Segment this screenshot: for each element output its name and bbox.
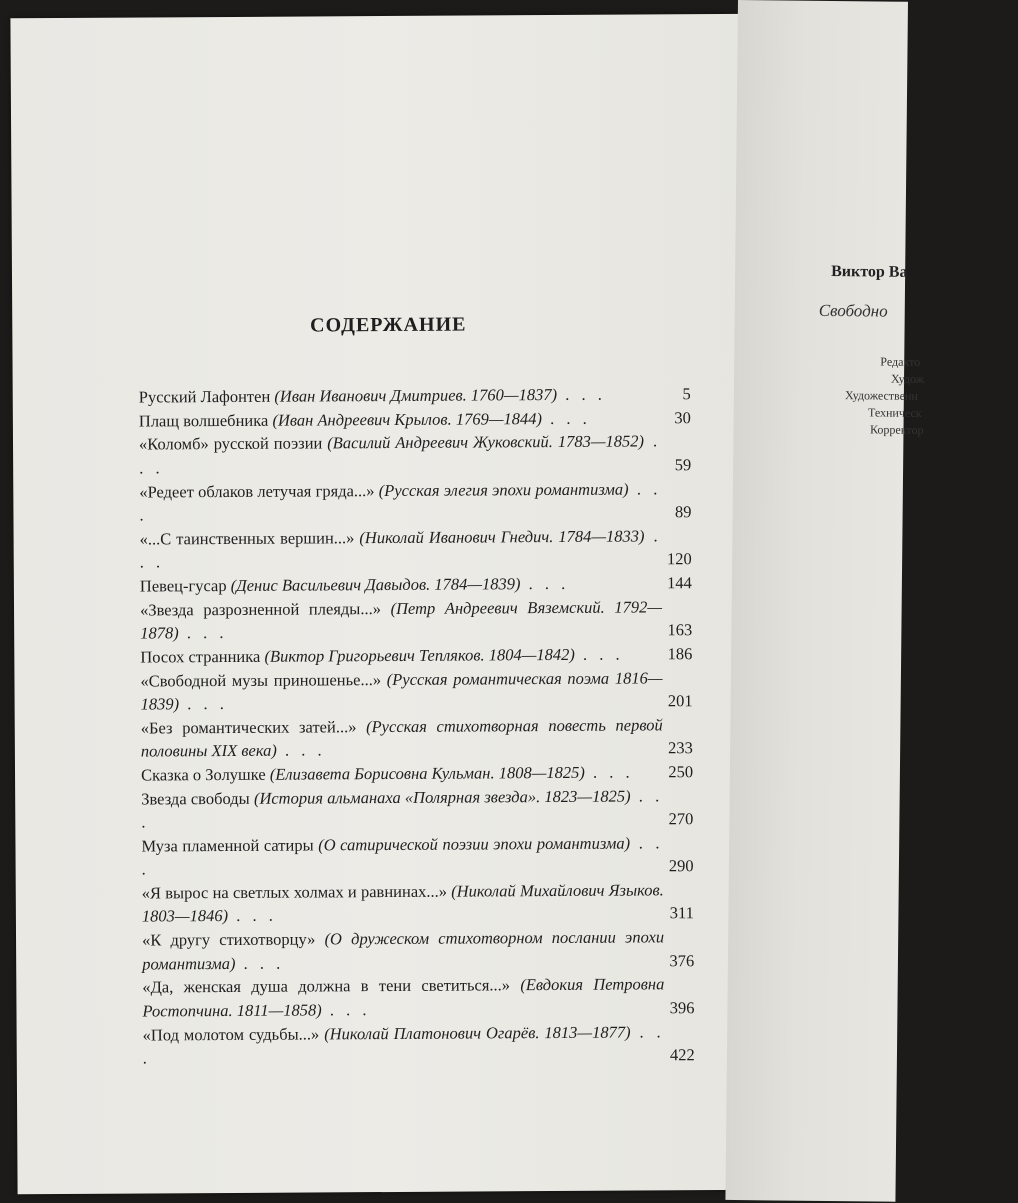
toc-entry-note: (Николай Михайлович Языков. 1803—1846): [141, 880, 664, 926]
right-page-credits: [813, 353, 1014, 440]
table-of-contents: [139, 382, 695, 1070]
toc-entry-text: [141, 713, 663, 763]
toc-entry-page-number: 5: [682, 384, 691, 404]
toc-entry-title: Муза пламенной сатиры: [141, 835, 314, 856]
toc-entry-title: Сказка о Золушке: [140, 764, 266, 785]
toc-entry: [141, 760, 693, 787]
toc-entry-note: (История альманаха «Полярная звезда». 1823—1825): [253, 786, 631, 808]
leader-dots: . . .: [139, 526, 662, 572]
toc-entry: [140, 524, 692, 574]
toc-entry-title: «Без романтических затей...»: [140, 716, 357, 738]
toc-entry-title: Певец-гусар: [139, 575, 227, 596]
toc-entry-text: [140, 571, 662, 598]
book-page-right: [725, 0, 925, 1202]
toc-entry: [140, 595, 692, 645]
toc-entry-text: [140, 666, 662, 716]
toc-entry-title: «К другу стихотворцу»: [141, 929, 316, 950]
toc-entry-title: «...С таинственных вершин...»: [139, 527, 355, 549]
toc-entry-page-number: 89: [674, 502, 692, 522]
toc-entry-text: [143, 1020, 665, 1070]
toc-entry-text: [142, 878, 664, 928]
credit-line: Техническ: [867, 405, 922, 420]
toc-entry-page-number: 270: [668, 809, 694, 829]
toc-entry-text: [139, 430, 661, 480]
leader-dots: . . .: [584, 762, 634, 782]
leader-dots: . . .: [178, 623, 228, 643]
leader-dots: . . .: [541, 408, 591, 428]
toc-entry-page-number: 30: [674, 407, 691, 427]
leader-dots: . . .: [557, 384, 606, 404]
toc-entry-text: [140, 595, 662, 645]
leader-dots: . . .: [235, 953, 285, 973]
toc-entry-title: Звезда свободы: [141, 788, 250, 809]
toc-entry-note: (Василий Андреевич Жуковский. 1783—1852): [327, 431, 645, 453]
toc-entry: [142, 878, 694, 928]
toc-entry-page-number: 422: [669, 1045, 695, 1065]
right-page-author: Виктор Ва: [831, 262, 908, 281]
toc-entry-text: [142, 973, 664, 1023]
leader-dots: . . .: [139, 478, 662, 525]
toc-entry-title: Посох странника: [140, 646, 261, 667]
toc-entry-note: (Иван Андреевич Крылов. 1769—1844): [272, 408, 543, 430]
toc-entry: [140, 571, 692, 598]
toc-entry-note: (Виктор Григорьевич Тепляков. 1804—1842): [264, 644, 575, 666]
toc-entry: [141, 831, 693, 881]
toc-entry-note: (Русская элегия эпохи романтизма): [378, 479, 629, 500]
toc-entry: [139, 430, 691, 480]
toc-entry: [141, 784, 693, 834]
toc-entry-title: «Да, женская душа должна в тени светиться...»: [142, 975, 511, 997]
toc-entry-text: [139, 477, 661, 527]
leader-dots: . . .: [520, 573, 570, 594]
toc-entry-note: (Петр Андреевич Вяземский. 1792—1878): [140, 596, 663, 643]
toc-entry-title: Плащ волшебника: [138, 410, 269, 431]
toc-entry-note: (Николай Иванович Гнедич. 1784—1833): [359, 526, 645, 547]
leader-dots: . . .: [321, 999, 371, 1020]
toc-entry-note: (О дружеском стихотворном послании эпохи романтизма): [142, 927, 665, 974]
toc-entry-page-number: 250: [668, 762, 694, 782]
toc-entry-page-number: 233: [668, 738, 693, 758]
toc-entry-page-number: 376: [669, 950, 695, 970]
toc-entry-text: [139, 382, 661, 409]
toc-entry-text: [140, 524, 662, 574]
toc-entry-note: (Евдокия Петровна Ростопчина. 1811—1858): [142, 974, 665, 1021]
toc-entry: [139, 477, 691, 527]
toc-entry: [140, 642, 692, 669]
credit-line: Корректор: [869, 422, 924, 437]
leader-dots: . . .: [228, 906, 277, 926]
toc-entry-text: [139, 406, 661, 433]
toc-entry-note: (Русская стихотворная повесть первой половины XIX века): [140, 715, 663, 761]
toc-entry-page-number: 290: [668, 856, 694, 876]
toc-entry-text: [141, 784, 663, 834]
toc-entry: [142, 925, 694, 975]
right-page-title: Свободно: [818, 300, 888, 321]
credit-line: Худож: [891, 371, 925, 386]
toc-entry-note: (Иван Иванович Дмитриев. 1760—1837): [274, 384, 558, 406]
toc-entry: [139, 406, 691, 433]
toc-entry-text: [140, 642, 662, 669]
toc-entry-page-number: 201: [667, 691, 693, 711]
toc-entry-title: «Редеет облаков летучая гряда...»: [139, 480, 375, 502]
toc-entry-title: «Под молотом судьбы...»: [142, 1023, 320, 1045]
leader-dots: . . .: [276, 740, 326, 760]
toc-entry-note: (Русская романтическая поэма 1816—1839): [140, 667, 663, 714]
leader-dots: . . .: [142, 1021, 665, 1068]
toc-entry-title: Русский Лафонтен: [138, 386, 271, 407]
credit-line: Редакто: [880, 354, 921, 369]
credit-line: Художественн: [845, 388, 918, 403]
toc-entry-text: [142, 925, 664, 975]
toc-entry-page-number: 144: [667, 573, 692, 593]
toc-entry: [143, 1020, 695, 1070]
toc-entry-note: (Денис Васильевич Давыдов. 1784—1839): [230, 574, 521, 595]
toc-entry-note: (Елизавета Борисовна Кульман. 1808—1825): [269, 762, 585, 784]
toc-entry-page-number: 120: [666, 549, 692, 569]
toc-entry-note: (Николай Платонович Огарёв. 1813—1877): [324, 1022, 631, 1043]
leader-dots: . . .: [179, 693, 228, 714]
toc-entry: [140, 666, 692, 716]
toc-entry-page-number: 163: [667, 620, 693, 640]
book-page-left: [10, 14, 769, 1195]
toc-entry: [139, 382, 691, 409]
toc-entry-title: «Свободной музы приношенье...»: [140, 669, 382, 691]
toc-entry-page-number: 311: [669, 903, 694, 923]
toc-entry-title: «Коломб» русской поэзии: [138, 433, 323, 454]
toc-entry-note: (О сатирической поэзии эпохи романтизма): [318, 833, 631, 855]
toc-entry-text: [141, 831, 663, 881]
toc-entry-text: [141, 760, 663, 787]
contents-heading: СОДЕРЖАНИЕ: [310, 313, 467, 337]
leader-dots: . . .: [574, 644, 624, 664]
toc-entry: [142, 972, 694, 1022]
leader-dots: . . .: [141, 785, 664, 832]
toc-entry-page-number: 186: [667, 643, 693, 664]
leader-dots: . . .: [139, 431, 662, 478]
toc-entry-page-number: 59: [674, 455, 692, 475]
toc-entry-title: «Я вырос на светлых холмах и равнинах...»: [141, 881, 448, 903]
toc-entry: [141, 713, 693, 763]
toc-entry-page-number: 396: [669, 997, 695, 1018]
toc-entry-title: «Звезда разрозненной плеяды...»: [139, 598, 382, 620]
leader-dots: . . .: [141, 833, 664, 879]
